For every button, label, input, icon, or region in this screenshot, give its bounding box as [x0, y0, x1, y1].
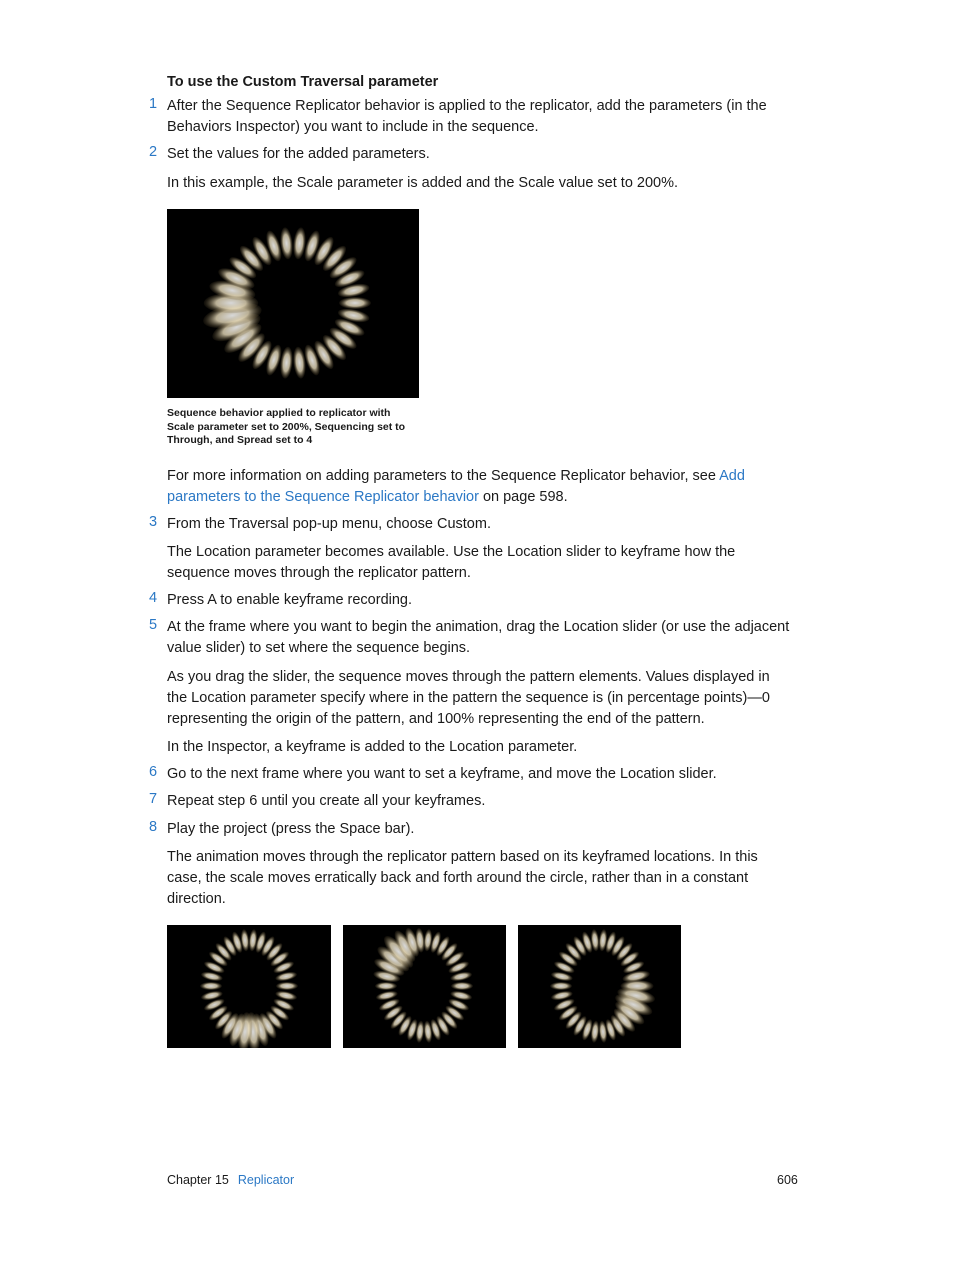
- step-number: 3: [149, 514, 158, 530]
- ring-element: [451, 982, 473, 990]
- footer-chapter: [167, 1173, 294, 1187]
- step-text: After the Sequence Replicator behavior is applied to the replicator, add the parameters (in the Behaviors Inspector) you want to include in the sequence.: [167, 98, 767, 135]
- ring-element: [276, 982, 298, 990]
- inspector-paragraph: In the Inspector, a keyframe is added to the Location parameter.: [167, 739, 578, 755]
- more-info-text: For more information on adding parameters to the Sequence Replicator behavior, see: [167, 468, 720, 484]
- replicator-ring-image: [167, 925, 331, 1048]
- ring-element: [200, 982, 222, 990]
- step-number: 4: [149, 590, 158, 606]
- step-text: Repeat step 6 until you create all your keyframes.: [167, 793, 486, 809]
- ring-element: [375, 982, 397, 990]
- step-text: Play the project (press the Space bar).: [167, 821, 415, 837]
- replicator-figure-frame-1: [167, 925, 331, 1048]
- more-info-paragraph: [167, 466, 792, 508]
- page-number: 606: [777, 1173, 798, 1187]
- step-number: 6: [149, 764, 158, 780]
- replicator-figure-frame-2: [343, 925, 506, 1048]
- replicator-ring-image: [343, 925, 506, 1048]
- footer-chapter-link[interactable]: Replicator: [237, 1173, 295, 1187]
- step-text: At the frame where you want to begin the animation, drag the Location slider (or use the adjacent value slider) to set where the sequence begins.: [167, 619, 790, 656]
- drag-slider-paragraph: As you drag the slider, the sequence moves through the pattern elements. Values displayed in the Location parameter specify where in the pattern the sequence is (in percentage points)—0 representing the origin of the pattern, and 100% representing the end of the pattern.: [167, 669, 770, 727]
- figure-caption: Sequence behavior applied to replicator with Scale parameter set to 200%, Sequencing set to Through, and Spread set to 4: [167, 407, 406, 446]
- ring-element: [339, 297, 371, 309]
- step-text: Press A to enable keyframe recording.: [167, 592, 413, 608]
- section-heading: To use the Custom Traversal parameter: [167, 74, 439, 90]
- location-paragraph: The Location parameter becomes available. Use the Location slider to keyframe how the sequence moves through the replicator pattern.: [167, 544, 736, 581]
- footer-chapter-number: Chapter 15: [167, 1173, 229, 1187]
- step-number: 2: [149, 144, 158, 160]
- step-text: Set the values for the added parameters.: [167, 146, 430, 162]
- animation-paragraph: The animation moves through the replicator pattern based on its keyframed locations. In this case, the scale moves erratically back and forth around the circle, rather than in a constant direction.: [167, 849, 758, 907]
- ring-element: [550, 982, 572, 990]
- replicator-figure-main: [167, 209, 419, 398]
- replicator-ring-image: [518, 925, 681, 1048]
- replicator-figure-frame-3: [518, 925, 681, 1048]
- example-paragraph: In this example, the Scale parameter is added and the Scale value set to 200%.: [167, 175, 679, 191]
- step-text: Go to the next frame where you want to set a keyframe, and move the Location slider.: [167, 766, 717, 782]
- replicator-ring-image: [167, 209, 419, 398]
- more-info-page-ref: on page 598.: [478, 489, 568, 505]
- step-number: 8: [149, 819, 158, 835]
- step-number: 5: [149, 617, 158, 633]
- add-parameters-link[interactable]: Add parameters to the Sequence Replicator behavior: [167, 468, 745, 505]
- step-text: From the Traversal pop-up menu, choose Custom.: [167, 516, 491, 532]
- step-number: 7: [149, 791, 158, 807]
- step-number: 1: [149, 96, 158, 112]
